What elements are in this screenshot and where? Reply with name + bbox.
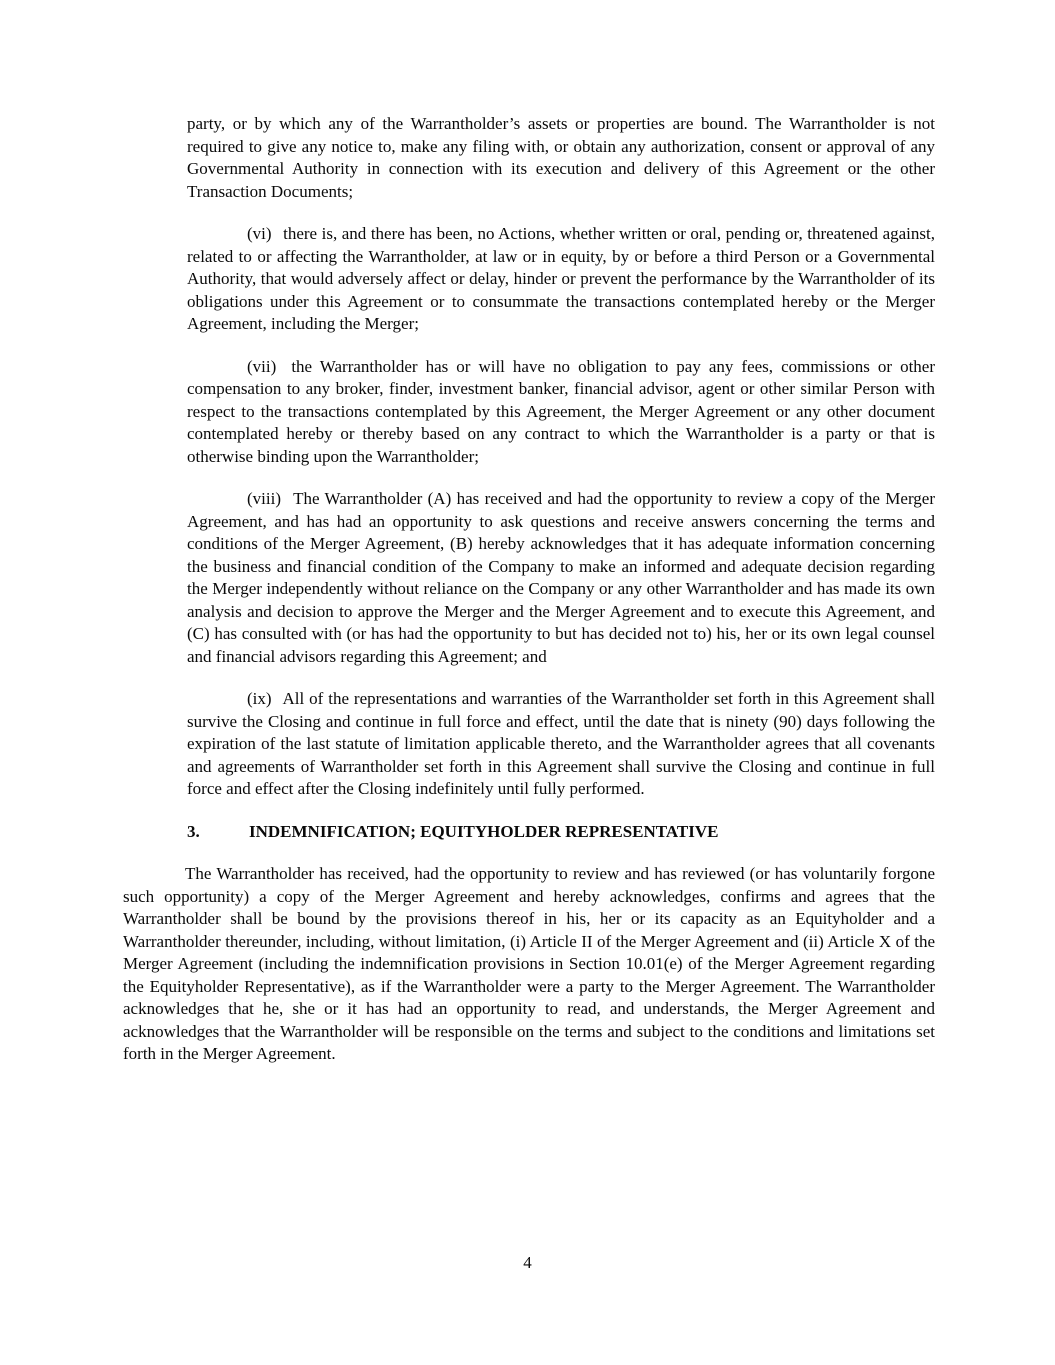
clause-vi — [187, 223, 935, 336]
clause-vii-label: (vii) — [247, 356, 277, 376]
clause-vi-text: there is, and there has been, no Actions, whether written or oral, pending or, threatened against, related to or affecting the Warrantholder, at law or in equity, by or before a third Person or a Governmental Authority, that would adversely affect or delay, hinder or prevent the performance by the Warrantholder of its obligations under this Agreement or to consummate the transactions contemplated hereby or the Merger Agreement, including the Merger; — [187, 224, 935, 333]
clause-vii-text: the Warrantholder has or will have no obligation to pay any fees, commissions or other compensation to any broker, finder, investment banker, financial advisor, agent or other similar Person with respect to the transactions contemplated by this Agreement, the Merger Agreement or any other document contemplated hereby or thereby based on any contract to which the Warrantholder is a party or that is otherwise binding upon the Warrantholder; — [187, 356, 935, 466]
page-number: 4 — [523, 1253, 532, 1272]
clause-viii-text: The Warrantholder (A) has received and had the opportunity to review a copy of the Merger Agreement, and has had an opportunity to ask questions and receive answers concerning the terms and conditions of the Merger Agreement, (B) hereby acknowledges that it has adequate information concerning the business and financial condition of the Company to make an informed and adequate decision regarding the Merger independently without reliance on the Company or any other Warrantholder and has made its own analysis and decision to approve the Merger and the Merger Agreement and to execute this Agreement, and (C) has consulted with (or has had the opportunity to but has decided not to) his, her or its own legal counsel and financial advisors regarding this Agreement; and — [187, 489, 936, 666]
clause-ix — [187, 688, 935, 801]
body-paragraph: The Warrantholder has received, had the opportunity to review and has reviewed (or has voluntarily forgone such opportunity) a copy of the Merger Agreement and hereby acknowledges, confirms and agrees that the Warrantholder shall be bound by the provisions thereof in his, her or its capacity as an Equityholder and a Warrantholder thereunder, including, without limitation, (i) Article II of the Merger Agreement and (ii) Article X of the Merger Agreement (including the indemnification provisions in Section 10.01(e) of the Merger Agreement regarding the Equityholder Representative), as if the Warrantholder were a party to the Merger Agreement. The Warrantholder acknowledges that he, she or it has had an opportunity to read, and understands, the Merger Agreement and acknowledges that the Warrantholder will be responsible on the terms and subject to the conditions and limitations set forth in the Merger Agreement. — [123, 864, 935, 1063]
clause-ix-text: All of the representations and warranties of the Warrantholder set forth in this Agreement shall survive the Closing and continue in full force and effect, until the date that is ninety (90) days following the expiration of the last statute of limitation applicable thereto, and the Warrantholder agrees that all covenants and agreements of Warrantholder set forth in this Agreement shall survive the Closing and continue in full force and effect after the Closing indefinitely until fully performed. — [187, 689, 935, 798]
continuation-paragraph: party, or by which any of the Warrantholder’s assets or properties are bound. The Warrantholder is not required to give any notice to, make any filing with, or obtain any authorization, consent or approval of any Governmental Authority in connection with its execution and delivery of this Agreement or the other Transaction Documents; — [187, 114, 935, 201]
clause-vii — [187, 356, 935, 469]
clause-viii — [187, 488, 935, 668]
clause-viii-label: (viii) — [247, 489, 281, 508]
clause-vi-label: (vi) — [247, 224, 272, 243]
section-heading-number: 3. — [187, 821, 200, 841]
section-heading-title: INDEMNIFICATION; EQUITYHOLDER REPRESENTATIVE — [249, 821, 719, 841]
section-heading — [187, 821, 935, 844]
clause-ix-label: (ix) — [247, 689, 272, 708]
